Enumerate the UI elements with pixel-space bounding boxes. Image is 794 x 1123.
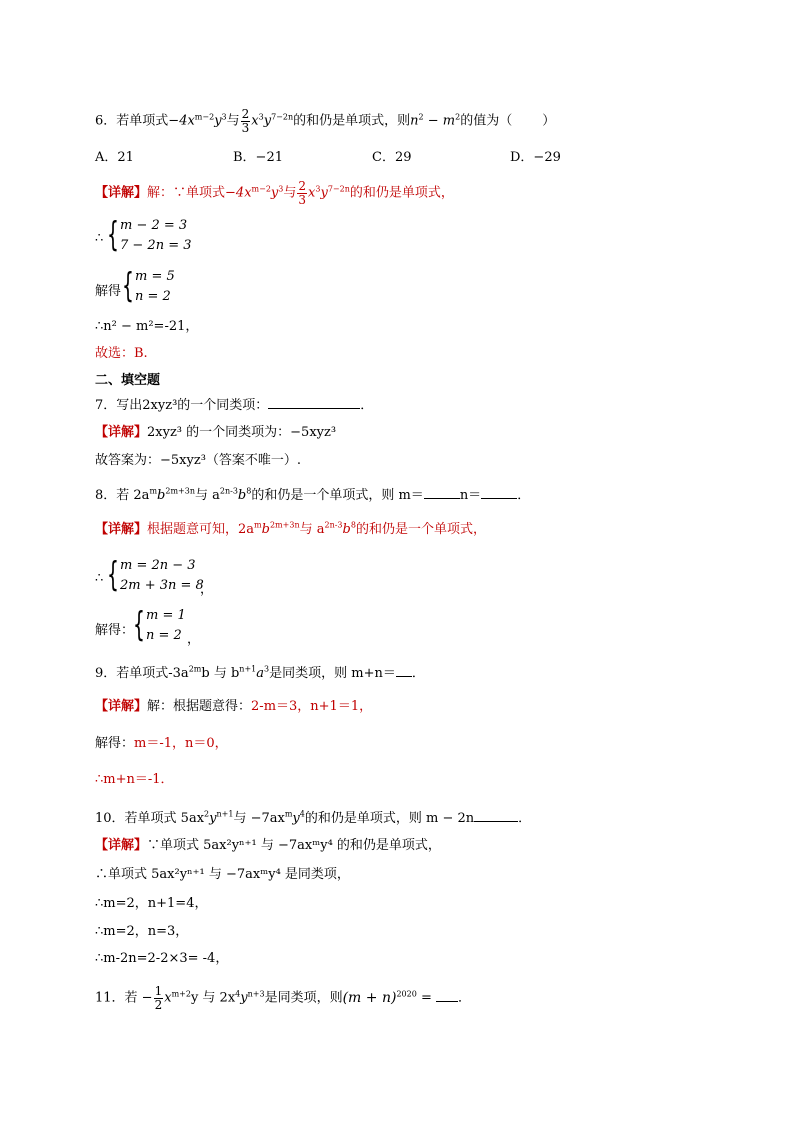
q10-stem: 10．若单项式 $5ax^2y^{n+1}$与 $-7ax^my^4$的和仍是单项式，则 m − 2n ． [95,809,532,826]
q8-m-blank[interactable] [424,487,460,499]
brace-icon: { [122,266,134,306]
q7-stem: 7．写出2xyz³的一个同类项： ． [95,398,374,413]
q9-result: ∴m+n＝-1． [95,772,174,787]
q11-stem: 11．若 − $\frac{1}{2}$ $x^{m+2}y$ 与 $2x^4y^{n+3}$是同类项，则$(m + n)^{2020}$ = ． [95,984,471,1012]
q6-equation-system-1: ∴ { m − 2 = 3 7 − 2n = 3 [95,215,192,255]
q6-option-d[interactable]: D．−29 [510,150,561,165]
brace-icon: { [107,555,119,595]
q6-result: ∴n² − m²=-21， [95,319,199,334]
section-title: 二、填空题 [95,373,161,388]
q6-option-c[interactable]: C．29 [372,150,412,165]
brace-icon: { [107,215,119,255]
q7-detail: 【详解】2xyz³ 的一个同类项为：−5xyz³ [95,425,337,440]
q10-line-5: ∴m-2n=2-2×3= -4， [95,951,229,966]
q8-stem: 8．若 $2a^mb^{2m+3n}$与 $a^{2n-3}b^8$的和仍是一个单项式，则 m＝ n＝ ． [95,486,531,503]
q10-answer-blank[interactable] [474,810,518,822]
q10-detail: 【详解】∵单项式 5ax²yⁿ⁺¹ 与 −7axᵐy⁴ 的和仍是单项式， [95,838,441,853]
q8-equation-system-1: ∴ { m = 2n − 3 2m + 3n = 8 ， [95,555,214,597]
fraction-2-3-detail: $\frac{2}{3}$ [298,179,307,207]
fraction-2-3: $\frac{2}{3}$ [241,107,250,135]
q6-equation-system-2: 解得 { m = 5 n = 2 [95,266,175,306]
q7-answer-blank[interactable] [268,397,360,409]
q6-option-a[interactable]: A．21 [95,150,134,165]
q6-answer: 故选：B. [95,346,148,361]
q9-solve: 解得：m＝-1，n＝0， [95,736,228,751]
q9-answer-blank[interactable] [396,665,412,677]
q10-line-2: ∴单项式 5ax²yⁿ⁺¹ 与 −7axᵐy⁴ 是同类项， [95,867,350,882]
q8-n-blank[interactable] [481,487,517,499]
q6-option-b[interactable]: B．−21 [233,150,283,165]
q11-answer-blank[interactable] [436,990,458,1002]
q9-detail: 【详解】解：根据题意得：2-m＝3，n+1＝1， [95,699,373,714]
q8-equation-system-2: 解得： { m = 1 n = 2 ， [95,605,201,647]
brace-icon: { [133,605,145,645]
q6-detail: 【详解】解：∵单项式$-4x^{m-2}y^3$与 $\frac{2}{3}$ $x^3y^{7-2n}$的和仍是单项式， [95,179,454,207]
fraction-1-2: $\frac{1}{2}$ [154,984,163,1012]
q6-stem: 6．若单项式$-4x^{m-2}y^3$与 $\frac{2}{3}$ $x^3y^{7-2n}$的和仍是单项式，则$n^2 - m^2$的值为（ ） [95,107,556,135]
q10-line-4: ∴m=2，n=3， [95,924,189,939]
q8-detail: 【详解】根据题意可知，$2a^mb^{2m+3n}$与 $a^{2n-3}b^8$的和仍是一个单项式， [95,520,486,537]
q10-line-3: ∴m=2，n+1=4， [95,896,208,911]
q7-answer: 故答案为：−5xyz³（答案不唯一）. [95,453,302,468]
q9-stem: 9．若单项式$-3a^{2m}b$ 与 $b^{n+1}a^3$是同类项，则 m+n＝ ． [95,664,425,681]
